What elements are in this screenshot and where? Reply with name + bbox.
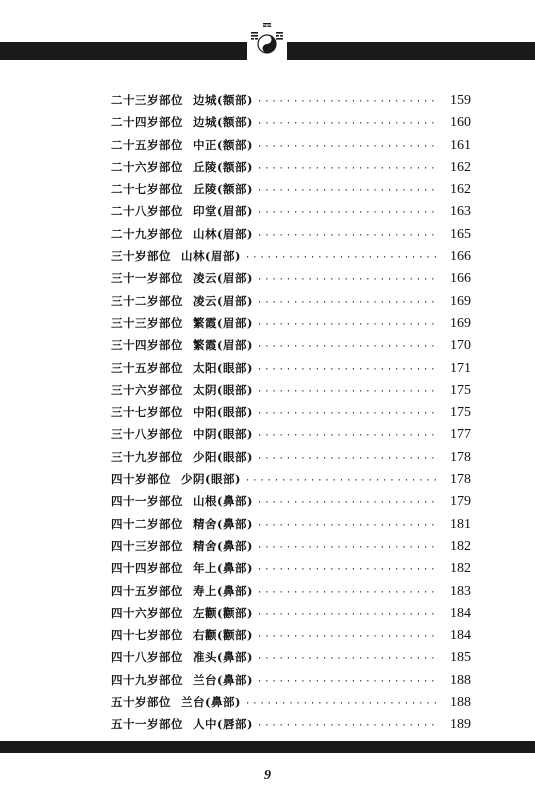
toc-entry[interactable] [111, 137, 471, 159]
dot-leader [257, 498, 439, 508]
toc-entry-area: 左颧(颧部) [193, 605, 253, 620]
toc-entry-page: 166 [450, 249, 471, 265]
toc-entry-age: 二十三岁部位 [111, 93, 183, 107]
toc-entry[interactable] [111, 694, 471, 716]
dot-leader [257, 186, 439, 196]
toc-entry-age: 四十二岁部位 [111, 516, 183, 531]
toc-entry[interactable] [111, 516, 471, 538]
toc-entry-area: 精舍(鼻部) [193, 516, 253, 531]
toc-entry-area: 山根(鼻部) [193, 494, 253, 509]
toc-entry[interactable] [111, 560, 471, 582]
toc-entry-age: 三十四岁部位 [111, 338, 183, 353]
toc-entry-page: 178 [450, 449, 471, 465]
toc-entry-page: 160 [450, 115, 471, 131]
toc-entry-area: 兰台(鼻部) [181, 695, 241, 710]
toc-entry[interactable] [111, 181, 471, 203]
toc-entry-age: 三十一岁部位 [111, 271, 183, 286]
toc-entry[interactable] [111, 92, 471, 114]
toc-entry-page: 183 [450, 583, 471, 599]
toc-entry-page: 184 [450, 605, 471, 621]
toc-entry-area: 丘陵(额部) [193, 182, 253, 197]
toc-entry-age: 三十八岁部位 [111, 427, 183, 442]
toc-entry-age: 四十岁部位 [111, 472, 171, 487]
toc-entry[interactable] [111, 114, 471, 136]
dot-leader [257, 565, 439, 575]
dot-leader [257, 164, 439, 174]
dot-leader [257, 431, 439, 441]
toc-entry[interactable] [111, 605, 471, 627]
toc-entry-page: 185 [450, 650, 471, 666]
toc-entry-age: 二十八岁部位 [111, 204, 183, 219]
toc-entry-area: 寿上(鼻部) [193, 583, 253, 598]
toc-entry-area: 右颧(颧部) [193, 628, 253, 643]
toc-entry-page: 178 [450, 472, 471, 488]
dot-leader [257, 320, 439, 330]
dot-leader [257, 409, 439, 419]
dot-leader [257, 298, 439, 308]
toc-entry-area: 山林(眉部) [193, 226, 253, 241]
toc-entry-area: 繁霞(眉部) [193, 315, 253, 330]
toc-entry-age: 五十一岁部位 [111, 717, 183, 732]
dot-leader [257, 231, 439, 241]
dot-leader [245, 253, 439, 263]
page-number: 9 [264, 768, 271, 783]
toc-entry-area: 边城(额部) [193, 115, 253, 130]
dot-leader [245, 699, 439, 709]
toc-entry-page: 184 [450, 628, 471, 644]
toc-entry-area: 人中(唇部) [193, 717, 253, 732]
toc-entry-page: 162 [450, 182, 471, 198]
toc-entry-age: 二十九岁部位 [111, 226, 183, 241]
toc-entry-age: 四十一岁部位 [111, 494, 183, 509]
toc-entry-area: 年上(鼻部) [193, 561, 253, 576]
dot-leader [257, 275, 439, 285]
dot-leader [257, 208, 439, 218]
toc-entry[interactable] [111, 203, 471, 225]
dot-leader [257, 387, 439, 397]
toc-entry-page: 170 [450, 338, 471, 354]
toc-entry-page: 188 [450, 672, 471, 688]
toc-entry-age: 三十七岁部位 [111, 405, 183, 420]
toc-entry[interactable] [111, 471, 471, 493]
toc-entry[interactable] [111, 382, 471, 404]
dot-leader [257, 543, 439, 553]
dot-leader [257, 721, 439, 731]
toc-entry-page: 189 [450, 717, 471, 733]
dot-leader [257, 365, 439, 375]
toc-entry-area: 少阳(眼部) [193, 449, 253, 464]
toc-entry-page: 179 [450, 494, 471, 510]
toc-entry[interactable] [111, 449, 471, 471]
toc-entry-age: 二十五岁部位 [111, 137, 183, 152]
toc-entry-page: 162 [450, 159, 471, 175]
toc-entry-page: 175 [450, 382, 471, 398]
toc-entry-area: 山林(眉部) [181, 249, 241, 264]
toc-entry[interactable] [111, 716, 471, 738]
toc-entry[interactable] [111, 649, 471, 671]
dot-leader [257, 632, 439, 642]
dot-leader [257, 454, 439, 464]
toc-entry-area: 精舍(鼻部) [193, 538, 253, 553]
toc-entry[interactable] [111, 360, 471, 382]
toc-entry-age: 三十三岁部位 [111, 315, 183, 330]
toc-entry-area: 中正(额部) [193, 137, 253, 152]
dot-leader [257, 342, 439, 352]
toc-entry-age: 四十八岁部位 [111, 650, 183, 665]
toc-entry-area: 中阴(眼部) [193, 427, 253, 442]
toc-entry[interactable] [111, 404, 471, 426]
toc-entry-page: 182 [450, 561, 471, 577]
toc-entry-page: 169 [450, 293, 471, 309]
toc-entry-page: 177 [450, 427, 471, 443]
toc-entry-age: 三十二岁部位 [111, 293, 183, 308]
toc-entry-age: 四十七岁部位 [111, 628, 183, 643]
toc-entry-area: 太阳(眼部) [193, 360, 253, 375]
toc-entry-page: 171 [450, 360, 471, 376]
toc-entry[interactable] [111, 426, 471, 448]
toc-entry-page: 163 [450, 204, 471, 220]
toc-entry-age: 二十四岁部位 [111, 115, 183, 130]
toc-entry-page: 166 [450, 271, 471, 287]
toc-entry-age: 三十九岁部位 [111, 449, 183, 464]
toc-entry-age: 三十岁部位 [111, 249, 171, 264]
toc-entry-age: 二十七岁部位 [111, 182, 183, 197]
toc-entry-page: 188 [450, 695, 471, 711]
dot-leader [257, 588, 439, 598]
toc-entry-area: 太阴(眼部) [193, 382, 253, 397]
toc-entry-page: 159 [450, 93, 471, 108]
toc-entry[interactable] [111, 493, 471, 515]
dot-leader [257, 119, 439, 129]
toc-entry-area: 繁霞(眉部) [193, 338, 253, 353]
toc-entry[interactable] [111, 337, 471, 359]
toc-entry-area: 中阳(眼部) [193, 405, 253, 420]
yin-yang-icon [247, 22, 287, 60]
toc-entry[interactable] [111, 538, 471, 560]
toc-entry-page: 181 [450, 516, 471, 532]
toc-entry-age: 二十六岁部位 [111, 159, 183, 174]
toc-entry-age: 三十六岁部位 [111, 382, 183, 397]
toc-entry-page: 161 [450, 137, 471, 153]
toc-entry[interactable] [111, 293, 471, 315]
toc-entry[interactable] [111, 627, 471, 649]
table-of-contents [111, 92, 471, 739]
dot-leader [245, 476, 439, 486]
toc-entry-page: 165 [450, 226, 471, 242]
toc-entry[interactable] [111, 315, 471, 337]
toc-entry[interactable] [111, 270, 471, 292]
dot-leader [257, 97, 439, 107]
toc-entry-age: 四十三岁部位 [111, 538, 183, 553]
dot-leader [257, 521, 439, 531]
dot-leader [257, 677, 439, 687]
footer-band [0, 741, 535, 753]
toc-entry-area: 凌云(眉部) [193, 293, 253, 308]
toc-entry[interactable] [111, 248, 471, 270]
toc-entry[interactable] [111, 159, 471, 181]
toc-entry-area: 少阴(眼部) [181, 472, 241, 487]
toc-entry-age: 三十五岁部位 [111, 360, 183, 375]
toc-entry-page: 182 [450, 538, 471, 554]
toc-entry-age: 四十五岁部位 [111, 583, 183, 598]
toc-entry-age: 四十四岁部位 [111, 561, 183, 576]
toc-entry[interactable] [111, 583, 471, 605]
dot-leader [257, 654, 439, 664]
toc-entry-area: 准头(鼻部) [193, 650, 253, 665]
toc-entry[interactable] [111, 672, 471, 694]
toc-entry-area: 凌云(眉部) [193, 271, 253, 286]
toc-entry-area: 丘陵(额部) [193, 159, 253, 174]
toc-entry-age: 四十六岁部位 [111, 605, 183, 620]
toc-entry-area: 边城(额部) [193, 93, 253, 107]
dot-leader [257, 610, 439, 620]
toc-entry-age: 四十九岁部位 [111, 672, 183, 687]
toc-entry-page: 175 [450, 405, 471, 421]
toc-entry[interactable] [111, 226, 471, 248]
toc-entry-area: 兰台(鼻部) [193, 672, 253, 687]
dot-leader [257, 142, 439, 152]
toc-entry-area: 印堂(眉部) [193, 204, 253, 219]
toc-entry-age: 五十岁部位 [111, 695, 171, 710]
toc-entry-page: 169 [450, 315, 471, 331]
